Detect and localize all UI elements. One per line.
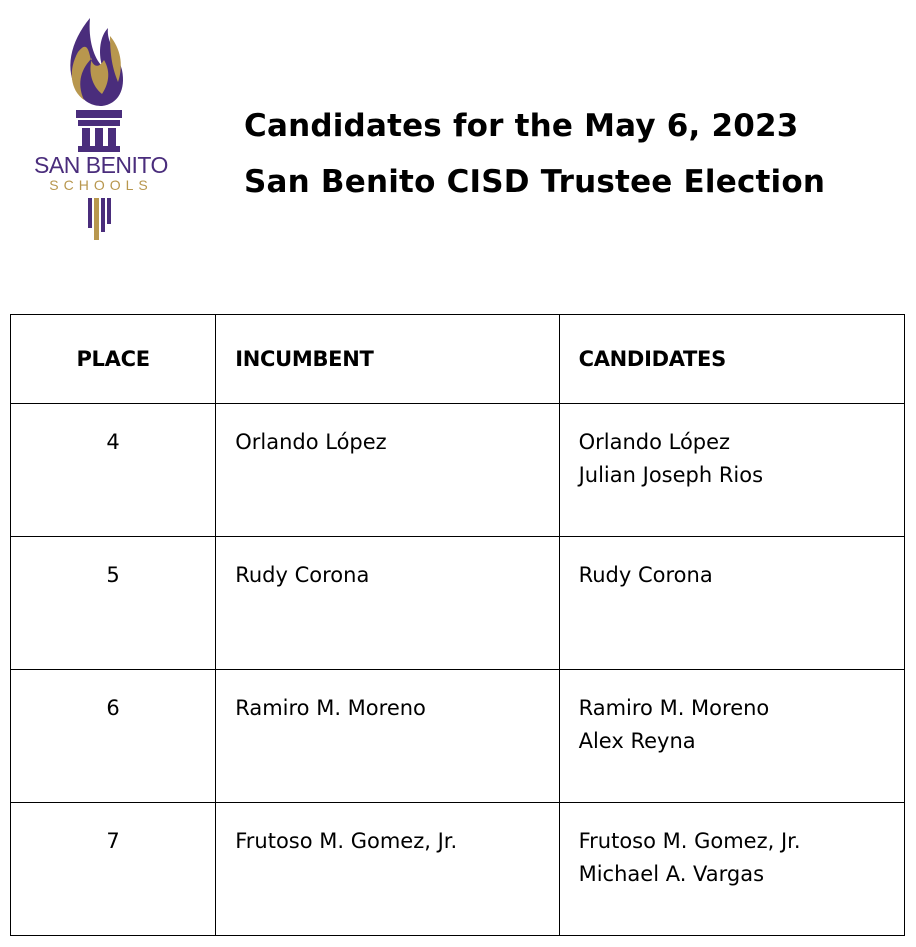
incumbent-name: Frutoso M. Gomez, Jr. [235, 829, 458, 853]
candidate-name: Ramiro M. Moreno [578, 696, 770, 720]
place-cell [11, 404, 216, 537]
title-line-1: Candidates for the May 6, 2023 [244, 108, 799, 144]
candidate-name: Alex Reyna [578, 729, 696, 753]
candidates-table [10, 314, 905, 936]
incumbent-name: Rudy Corona [235, 563, 370, 587]
place-value: 4 [106, 430, 120, 454]
title-line-2: San Benito CISD Trustee Election [244, 164, 826, 200]
incumbent-cell [216, 803, 559, 936]
header-incumbent [216, 315, 559, 404]
incumbent-name: Orlando López [235, 430, 387, 454]
table-row [11, 404, 905, 537]
incumbent-cell [216, 537, 559, 670]
san-benito-schools-logo [6, 12, 196, 242]
candidate-name: Orlando López [578, 430, 731, 454]
header-place-label: PLACE [76, 347, 150, 371]
table-row [11, 670, 905, 803]
place-cell [11, 537, 216, 670]
candidate-name: Frutoso M. Gomez, Jr. [578, 829, 801, 853]
table-row [11, 537, 905, 670]
incumbent-cell [216, 404, 559, 537]
page-title [244, 98, 825, 210]
incumbent-cell [216, 670, 559, 803]
logo-wordmark [6, 154, 196, 193]
candidates-cell [559, 537, 904, 670]
incumbent-name: Ramiro M. Moreno [235, 696, 426, 720]
place-value: 7 [106, 829, 120, 853]
place-cell [11, 803, 216, 936]
logo-line-2: SCHOOLS [49, 177, 153, 193]
candidate-name: Rudy Corona [578, 563, 713, 587]
table-header-row [11, 315, 905, 404]
table-row [11, 803, 905, 936]
header-place [11, 315, 216, 404]
candidates-cell [559, 404, 904, 537]
candidate-name: Michael A. Vargas [578, 862, 765, 886]
candidates-cell [559, 803, 904, 936]
torch-icon [6, 12, 196, 242]
logo-line-1: SAN BENITO [34, 152, 168, 178]
place-cell [11, 670, 216, 803]
header-incumbent-label: INCUMBENT [235, 347, 374, 371]
candidates-cell [559, 670, 904, 803]
candidate-name: Julian Joseph Rios [578, 463, 764, 487]
place-value: 5 [106, 563, 120, 587]
place-value: 6 [106, 696, 120, 720]
header-candidates [559, 315, 904, 404]
header-candidates-label: CANDIDATES [578, 347, 726, 371]
